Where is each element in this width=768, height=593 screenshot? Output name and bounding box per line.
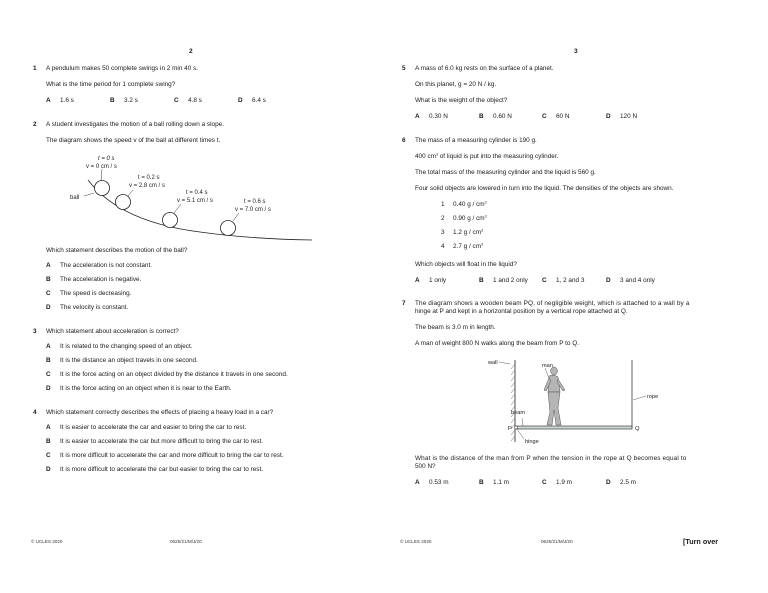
q-label: Q [635, 426, 640, 432]
label-v3: v = 7.0 cm / s [235, 207, 271, 213]
q7-option-b[interactable]: B 1.1 m [479, 479, 509, 486]
question-number-4: 4 [33, 409, 37, 416]
q5-option-c[interactable]: C 60 N [542, 113, 570, 120]
q5-given: On this planet, g = 20 N / kg. [415, 81, 497, 88]
q6-option-d[interactable]: D 3 and 4 only [606, 277, 655, 284]
q1-question: What is the time period for 1 complete swing? [46, 81, 176, 88]
question-number-2: 2 [33, 121, 37, 128]
beam-diagram [384, 350, 768, 450]
ball-label: ball [70, 195, 80, 201]
q7-stem-line1: The diagram shows a wooden beam PQ, of negligible weight, which is attached to a wall by a [415, 300, 690, 307]
q3-option-c[interactable]: C It is the force acting on an object divided by the distance it travels in one second. [46, 371, 288, 378]
ball-icon [95, 181, 110, 196]
q3-option-d[interactable]: D It is the force acting on an object when it is near to the Earth. [46, 385, 232, 392]
question-number-5: 5 [402, 65, 406, 72]
q4-option-b[interactable]: B It is easier to accelerate the car but more difficult to bring the car to rest. [46, 438, 264, 445]
footer-code: 0625/21/M/J/20 [541, 539, 573, 544]
q3-option-a[interactable]: A It is related to the changing speed of an object. [46, 343, 193, 350]
rope-label: rope [647, 394, 659, 400]
q7-line3: A man of weight 800 N walks along the beam from P to Q. [415, 340, 579, 347]
q2-stem: A student investigates the motion of a ball rolling down a slope. [46, 121, 224, 128]
q4-question: Which statement correctly describes the effects of placing a heavy load in a car? [46, 409, 274, 416]
beam-label: beam [511, 410, 525, 416]
label-v2: v = 5.1 cm / s [177, 198, 213, 204]
turn-over-label: [Turn over [683, 537, 719, 546]
page-number: 2 [189, 48, 193, 55]
q5-stem: A mass of 6.0 kg rests on the surface of a planet. [415, 65, 554, 72]
q2-question: Which statement describes the motion of the ball? [46, 247, 188, 254]
label-v0: v = 0 cm / s [86, 164, 117, 170]
q4-option-d[interactable]: D It is more difficult to accelerate the car but easier to bring the car to rest. [46, 466, 264, 473]
question-number-3: 3 [33, 328, 37, 335]
q7-option-a[interactable]: A 0.53 m [415, 479, 449, 486]
footer-code: 0625/21/M/J/20 [170, 539, 202, 544]
q3-option-b[interactable]: B It is the distance an object travels in one second. [46, 357, 198, 364]
wall-label: wall [488, 360, 498, 366]
slope-curve [88, 180, 312, 240]
q2-option-d[interactable]: D The velocity is constant. [46, 304, 129, 311]
q1-option-b[interactable]: B 3.2 s [110, 97, 138, 104]
q2-option-c[interactable]: C The speed is decreasing. [46, 290, 132, 297]
q7-stem-line2: hinge at P and kept in a horizontal position by a vertical rope attached at Q. [415, 308, 628, 315]
ball-slope-diagram [0, 0, 384, 260]
label-t1: t = 0.2 s [138, 175, 160, 181]
q5-option-b[interactable]: B 0.60 N [479, 113, 512, 120]
question-number-6: 6 [402, 137, 406, 144]
man-label: man [542, 363, 553, 369]
q1-stem: A pendulum makes 50 complete swings in 2 min 40 s. [46, 65, 199, 72]
page-number: 3 [574, 48, 578, 55]
q5-question: What is the weight of the object? [415, 97, 508, 104]
q2-option-b[interactable]: B The acceleration is negative. [46, 276, 142, 283]
ball-icon [221, 221, 236, 236]
q1-option-d[interactable]: D 6.4 s [238, 97, 266, 104]
q5-option-a[interactable]: A 0.30 N [415, 113, 448, 120]
q7-option-c[interactable]: C 1.9 m [542, 479, 572, 486]
q4-option-c[interactable]: C It is more difficult to accelerate the car and more difficult to bring the car to rest. [46, 452, 284, 459]
page-3 [384, 0, 768, 593]
q6-option-a[interactable]: A 1 only [415, 277, 447, 284]
footer-copyright: © UCLES 2020 [400, 539, 432, 544]
q6-option-b[interactable]: B 1 and 2 only [479, 277, 528, 284]
q2-diagram-caption: The diagram shows the speed v of the ball at different times t. [46, 137, 221, 144]
q7-question-line1: What is the distance of the man from P when the tension in the rope at Q becomes equal to [415, 455, 687, 462]
q1-option-a[interactable]: A 1.6 s [46, 97, 74, 104]
density-item-4: 4 2.7 g / $cm^3$ [441, 242, 484, 250]
q1-option-c[interactable]: C 4.8 s [174, 97, 202, 104]
q6-question: Which objects will float in the liquid? [415, 261, 517, 268]
p-label: P [508, 426, 512, 432]
man-figure [544, 367, 565, 425]
ball-icon [163, 213, 178, 228]
label-t0: t = 0 s [98, 156, 115, 162]
q7-option-d[interactable]: D 2.5 m [606, 479, 636, 486]
footer-copyright: © UCLES 2020 [31, 539, 63, 544]
q6-line2: 400 $cm^3$ of liquid is put into the measuring cylinder. [415, 152, 559, 160]
q6-line3: The total mass of the measuring cylinder and the liquid is 560 g. [415, 169, 596, 176]
q2-option-a[interactable]: A The acceleration is not constant. [46, 262, 153, 269]
label-v1: v = 2.8 cm / s [129, 183, 165, 189]
label-t2: t = 0.4 s [186, 190, 208, 196]
q7-line2: The beam is 3.0 m in length. [415, 324, 496, 331]
density-item-2: 2 0.90 g / $cm^3$ [441, 214, 487, 222]
density-item-1: 1 0.40 g / $cm^3$ [441, 200, 487, 208]
q7-question-line2: 500 N? [415, 463, 436, 470]
density-item-3: 3 1.2 g / $cm^3$ [441, 228, 484, 236]
q5-option-d[interactable]: D 120 N [606, 113, 638, 120]
q3-question: Which statement about acceleration is correct? [46, 328, 179, 335]
question-number-1: 1 [33, 65, 37, 72]
hinge-icon [515, 426, 518, 429]
q6-stem: The mass of a measuring cylinder is 190 g. [415, 137, 537, 144]
label-t3: t = 0.6 s [244, 199, 266, 205]
beam [516, 426, 632, 429]
hinge-label: hinge [525, 439, 539, 445]
ball-icon [116, 195, 131, 210]
q6-line4: Four solid objects are lowered in turn into the liquid. The densities of the objects are shown. [415, 185, 674, 192]
q4-option-a[interactable]: A It is easier to accelerate the car and easier to bring the car to rest. [46, 424, 247, 431]
q6-option-c[interactable]: C 1, 2 and 3 [542, 277, 585, 284]
question-number-7: 7 [402, 300, 406, 307]
